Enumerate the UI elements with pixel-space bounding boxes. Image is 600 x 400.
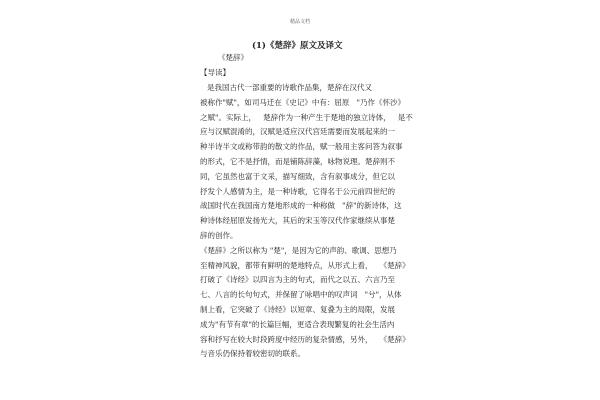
section-label: 【导读】 bbox=[200, 68, 230, 77]
body-line: 的形式，它不是抒情，而是铺陈辞藻，咏物说理。楚辞则不 bbox=[200, 156, 395, 166]
document-subtitle: 《楚辞》 bbox=[218, 53, 248, 62]
body-line: 同，它虽然也富于文采，描写细致，含有叙事成分，但它以 bbox=[200, 171, 395, 181]
body-line: 是我国古代一部重要的诗歌作品集，楚辞在汉代又 bbox=[207, 83, 372, 92]
body-line: 种半诗半文或称带韵的散文的作品，赋一般用主客问答为叙事 bbox=[200, 142, 403, 152]
page-header: 精品文档 bbox=[289, 19, 310, 25]
body-line: 打破了《诗经》以四言为主的句式，而代之以五、六言乃至 bbox=[200, 275, 395, 285]
document-title: (1)《楚辞》原文及译文 bbox=[252, 41, 343, 51]
body-line: 被称作"赋"，如司马迁在《史记》中有：屈原 "乃作《怀沙》 bbox=[200, 97, 405, 107]
body-line: 与音乐仍保持着较密切的联系。 bbox=[200, 349, 305, 359]
body-line: 七、八言的长句句式，并保留了咏唱中的叹声词 "兮"，从体 bbox=[200, 290, 402, 300]
body-line: 抒发个人感情为主，是一种诗歌，它得名于公元前四世纪的 bbox=[200, 186, 395, 196]
body-line: 至精神风貌，都带有鲜明的楚地特点，从形式上看， 《楚辞》 bbox=[200, 260, 410, 270]
body-line: 容和抒写在较大时段跨度中经历的复杂情感，另外， 《楚辞》 bbox=[200, 334, 410, 344]
body-line: 《楚辞》之所以称为 "楚"，是因为它的声韵、歌调、思想乃 bbox=[200, 245, 397, 255]
body-line: 辞的创作。 bbox=[200, 230, 238, 240]
body-line: 应与汉赋混淆的，汉赋是适应汉代宫廷需要而发展起来的一 bbox=[200, 127, 395, 137]
body-line: 制上看，它突破了《诗经》以短章、复叠为主的局限，发展 bbox=[200, 304, 395, 314]
body-line: 种诗体经屈原发扬光大，其后的宋玉等汉代作家继续从事楚 bbox=[200, 216, 395, 226]
body-line: 战国时代在我国南方楚地形成的一种称做 "辞"的新诗体，这 bbox=[200, 201, 402, 211]
body-line: 成为"有节有章"的长篇巨幅，更适合表现繁复的社会生活内 bbox=[200, 319, 395, 329]
body-text bbox=[200, 81, 430, 362]
body-line: 之赋"。实际上， 楚辞作为一种产生于楚地的独立诗体， 是不 bbox=[200, 112, 413, 122]
